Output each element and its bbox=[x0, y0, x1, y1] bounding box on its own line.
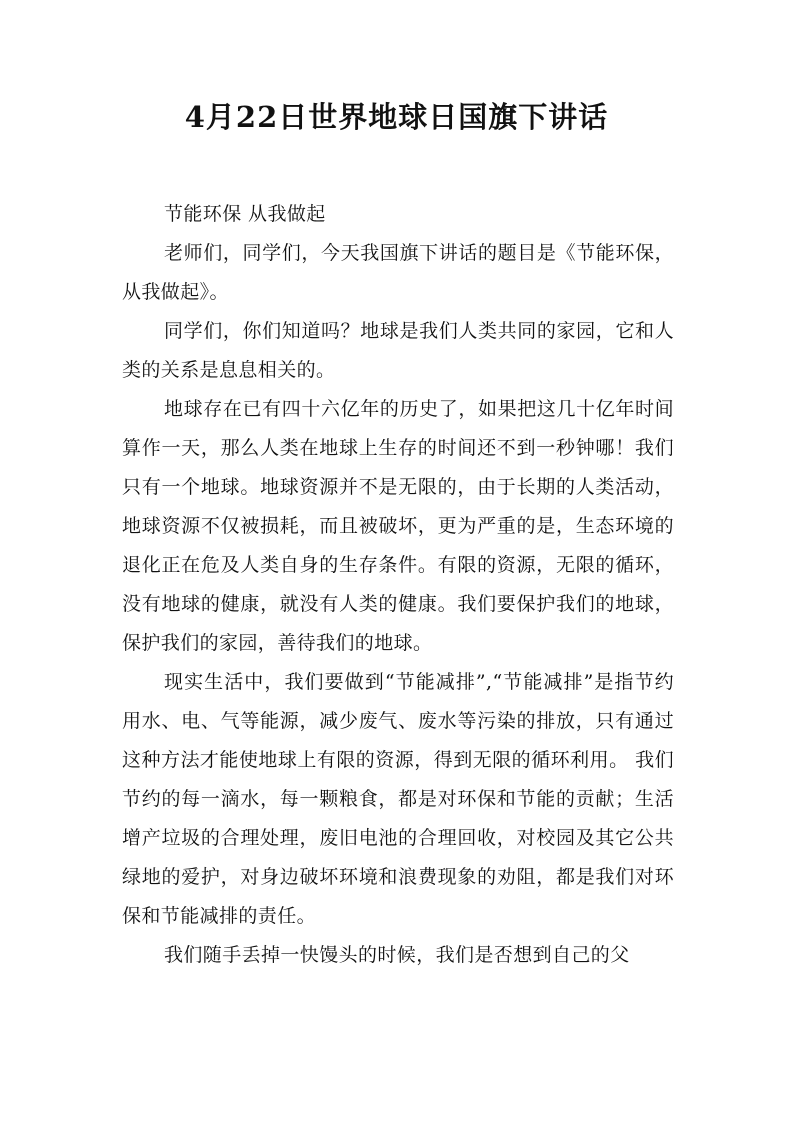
paragraph: 我们随手丢掉一快馒头的时候，我们是否想到自己的父 bbox=[164, 944, 630, 966]
document-body bbox=[122, 195, 674, 975]
paragraph: 老师们，同学们，今天我国旗下讲话的题目是《节能环保，从我做起》。 bbox=[122, 242, 674, 303]
paragraph: 现实生活中，我们要做到“节能减排”,“节能减排”是指节约用水、电、气等能源，减少废气、废水等污染的排放，只有通过这种方法才能使地球上有限的资源，得到无限的循环利用。 我们节约的每一滴水，每一颗粮食，都是对环保和节能的贡献；生活增产垃圾的合理处理，废旧电池的合理回收，对校园及其它公共绿地的爱护，对身边破坏环境和浪费现象的劝阻，都是我们对环保和节能减排的责任。 bbox=[122, 671, 674, 927]
paragraph: 同学们，你们知道吗？地球是我们人类共同的家园，它和人类的关系是息息相关的。 bbox=[122, 320, 674, 381]
document-title: 4月22日世界地球日国旗下讲话 bbox=[184, 100, 609, 134]
speech-subtitle: 节能环保 从我做起 bbox=[164, 203, 326, 225]
paragraph: 地球存在已有四十六亿年的历史了，如果把这几十亿年时间算作一天，那么人类在地球上生存的时间还不到一秒钟哪！我们只有一个地球。地球资源并不是无限的，由于长期的人类活动，地球资源不仅被损耗，而且被破坏，更为严重的是，生态环境的退化正在危及人类自身的生存条件。有限的资源，无限的循环，没有地球的健康，就没有人类的健康。我们要保护我们的地球，保护我们的家园，善待我们的地球。 bbox=[122, 398, 674, 654]
